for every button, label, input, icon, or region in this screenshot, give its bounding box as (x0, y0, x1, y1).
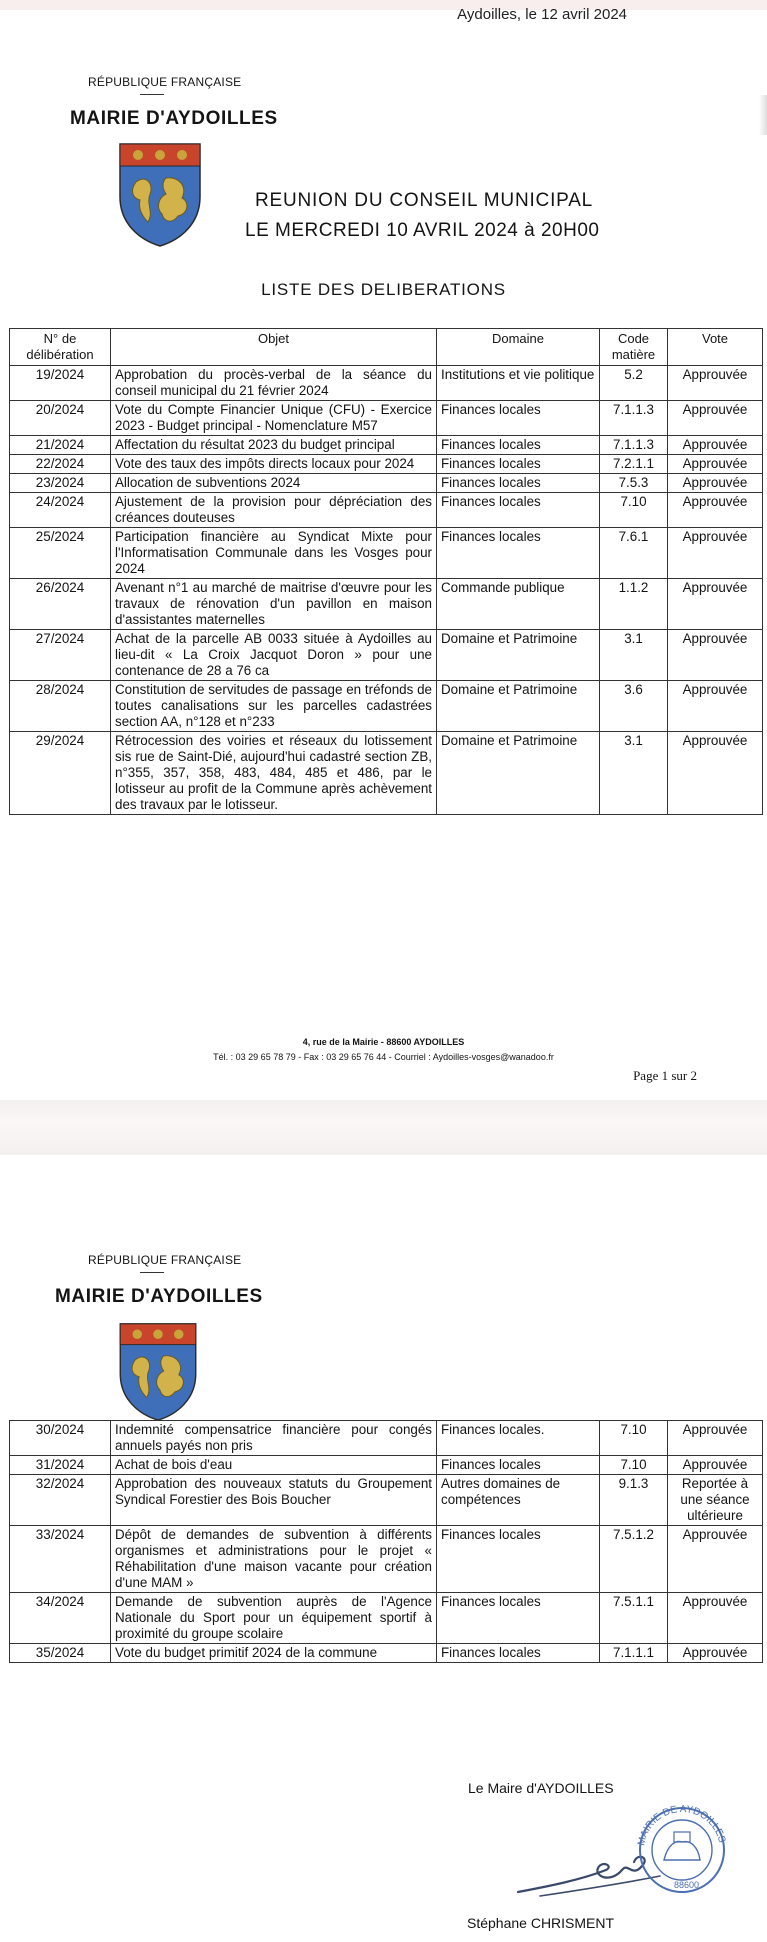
cell-num: 22/2024 (10, 455, 111, 474)
header-objet: Objet (111, 329, 437, 366)
cell-domaine: Domaine et Patrimoine (437, 732, 600, 815)
cell-num: 23/2024 (10, 474, 111, 493)
cell-code: 5.2 (600, 366, 668, 401)
table-row (10, 528, 763, 579)
table-row (10, 1475, 763, 1526)
cell-domaine: Domaine et Patrimoine (437, 630, 600, 681)
document-page-2 (0, 1155, 767, 1942)
cell-num: 27/2024 (10, 630, 111, 681)
page-separator (0, 1100, 767, 1155)
cell-objet: Approbation des nouveaux statuts du Groupement Syndical Forestier des Bois Boucher (111, 1475, 437, 1526)
cell-domaine: Finances locales (437, 528, 600, 579)
republique-francaise-2: RÉPUBLIQUE FRANÇAISE (88, 1253, 242, 1267)
cell-num: 29/2024 (10, 732, 111, 815)
cell-objet: Affectation du résultat 2023 du budget principal (111, 436, 437, 455)
header-num: N° de délibération (10, 329, 111, 366)
cell-code: 7.5.3 (600, 474, 668, 493)
cell-num: 25/2024 (10, 528, 111, 579)
cell-code: 7.6.1 (600, 528, 668, 579)
republique-francaise: RÉPUBLIQUE FRANÇAISE (88, 75, 242, 89)
list-title: LISTE DES DELIBERATIONS (261, 280, 506, 299)
cell-objet: Allocation de subventions 2024 (111, 474, 437, 493)
table-row (10, 493, 763, 528)
cell-objet: Rétrocession des voiries et réseaux du lotissement sis rue de Saint-Dié, aujourd'hui cadastré section ZB, n°355, 357, 358, 483, 484, 485 et 486, par le lotisseur au profit de la Commune après achèvement des travaux par le lotisseur. (111, 732, 437, 815)
cell-domaine: Finances locales (437, 474, 600, 493)
cell-vote: Approuvée (668, 474, 763, 493)
cell-code: 7.10 (600, 1456, 668, 1475)
cell-objet: Participation financière au Syndicat Mixte pour l'Informatisation Communale dans les Vosges pour 2024 (111, 528, 437, 579)
cell-num: 33/2024 (10, 1526, 111, 1593)
mayor-name: Stéphane CHRISMENT (467, 1915, 615, 1931)
cell-code: 7.5.1.1 (600, 1593, 668, 1644)
cell-code: 7.1.1.1 (600, 1644, 668, 1663)
cell-domaine: Finances locales (437, 1644, 600, 1663)
cell-code: 7.1.1.3 (600, 401, 668, 436)
cell-domaine: Finances locales (437, 1526, 600, 1593)
cell-domaine: Finances locales (437, 436, 600, 455)
cell-vote: Approuvée (668, 493, 763, 528)
meeting-title: REUNION DU CONSEIL MUNICIPAL (255, 190, 594, 211)
deliberations-table-page2 (9, 1420, 763, 1663)
cell-vote: Approuvée (668, 630, 763, 681)
table-row (10, 1644, 763, 1663)
cell-num: 31/2024 (10, 1456, 111, 1475)
mairie-title: MAIRIE D'AYDOILLES (70, 108, 278, 129)
table-header-row (10, 329, 763, 366)
cell-vote: Approuvée (668, 732, 763, 815)
cell-code: 7.2.1.1 (600, 455, 668, 474)
cell-objet: Vote des taux des impôts directs locaux pour 2024 (111, 455, 437, 474)
cell-domaine: Autres domaines de compétences (437, 1475, 600, 1526)
cell-code: 7.10 (600, 493, 668, 528)
cell-objet: Dépôt de demandes de subvention à différents organismes et administrations pour le projet « Réhabilitation d'une maison vacante pour création d'une MAM » (111, 1526, 437, 1593)
cell-domaine: Finances locales (437, 1456, 600, 1475)
meeting-date: LE MERCREDI 10 AVRIL 2024 à 20H00 (245, 220, 600, 241)
cell-vote: Approuvée (668, 528, 763, 579)
cell-num: 20/2024 (10, 401, 111, 436)
cell-code: 7.5.1.2 (600, 1526, 668, 1593)
cell-vote: Approuvée (668, 1421, 763, 1456)
mayor-title: Le Maire d'AYDOILLES (468, 1780, 614, 1796)
cell-vote: Approuvée (668, 366, 763, 401)
cell-num: 34/2024 (10, 1593, 111, 1644)
cell-code: 7.10 (600, 1421, 668, 1456)
cell-vote: Approuvée (668, 579, 763, 630)
republique-underline (140, 94, 164, 95)
cell-objet: Approbation du procès-verbal de la séance du conseil municipal du 21 février 2024 (111, 366, 437, 401)
signature-and-stamp-icon (510, 1800, 735, 1920)
cell-objet: Demande de subvention auprès de l'Agence Nationale du Sport pour un équipement sportif à proximité du groupe scolaire (111, 1593, 437, 1644)
cell-code: 3.6 (600, 681, 668, 732)
republique-underline-2 (140, 1272, 164, 1273)
cell-domaine: Domaine et Patrimoine (437, 681, 600, 732)
table-row (10, 1526, 763, 1593)
table-row (10, 366, 763, 401)
cell-domaine: Finances locales (437, 493, 600, 528)
table-row (10, 630, 763, 681)
cell-objet: Ajustement de la provision pour dépréciation des créances douteuses (111, 493, 437, 528)
table-row (10, 1593, 763, 1644)
header-vote: Vote (668, 329, 763, 366)
page-edge (759, 95, 767, 135)
cell-code: 3.1 (600, 630, 668, 681)
table-row (10, 1421, 763, 1456)
cell-vote: Approuvée (668, 455, 763, 474)
mairie-title-2: MAIRIE D'AYDOILLES (55, 1286, 263, 1307)
coat-of-arms-icon (118, 142, 202, 248)
stamp-text: MAIRIE DE AYDOILLES (636, 1803, 728, 1847)
footer-contact: Tél. : 03 29 65 78 79 - Fax : 03 29 65 76 44 - Courriel : Aydoilles-vosges@wanadoo.fr (213, 1052, 554, 1062)
cell-vote: Approuvée (668, 1644, 763, 1663)
table-row (10, 681, 763, 732)
cell-num: 30/2024 (10, 1421, 111, 1456)
cell-objet: Avenant n°1 au marché de maitrise d'œuvre pour les travaux de rénovation d'un pavillon en maison d'assistantes maternelles (111, 579, 437, 630)
cell-num: 19/2024 (10, 366, 111, 401)
cell-objet: Indemnité compensatrice financière pour congés annuels payés non pris (111, 1421, 437, 1456)
cell-vote: Approuvée (668, 401, 763, 436)
cell-objet: Constitution de servitudes de passage en tréfonds de toutes canalisations sur les parcelles cadastrées section AA, n°128 et n°233 (111, 681, 437, 732)
cell-num: 26/2024 (10, 579, 111, 630)
deliberations-table-page1 (9, 328, 763, 815)
cell-code: 1.1.2 (600, 579, 668, 630)
table-row (10, 401, 763, 436)
cell-domaine: Finances locales (437, 1593, 600, 1644)
cell-vote: Approuvée (668, 1456, 763, 1475)
footer-address: 4, rue de la Mairie - 88600 AYDOILLES (302, 1037, 465, 1047)
table-body-page1 (10, 366, 763, 815)
cell-vote: Approuvée (668, 1526, 763, 1593)
cell-vote: Reportée à une séance ultérieure (668, 1475, 763, 1526)
cell-objet: Vote du budget primitif 2024 de la commune (111, 1644, 437, 1663)
table-row (10, 1456, 763, 1475)
table-row (10, 455, 763, 474)
cell-vote: Approuvée (668, 681, 763, 732)
table-row (10, 732, 763, 815)
cell-code: 7.1.1.3 (600, 436, 668, 455)
cell-objet: Achat de bois d'eau (111, 1456, 437, 1475)
stamp-code: 88600 (674, 1880, 700, 1890)
cell-objet: Vote du Compte Financier Unique (CFU) - Exercice 2023 - Budget principal - Nomenclature M57 (111, 401, 437, 436)
cell-domaine: Finances locales (437, 455, 600, 474)
cell-domaine: Finances locales. (437, 1421, 600, 1456)
cell-num: 32/2024 (10, 1475, 111, 1526)
page-number: Page 1 sur 2 (633, 1068, 697, 1083)
table-body-page2 (10, 1421, 763, 1663)
cell-objet: Achat de la parcelle AB 0033 située à Aydoilles au lieu-dit « La Croix Jacquot Doron » pour une contenance de 28 a 76 ca (111, 630, 437, 681)
table-row (10, 474, 763, 493)
cell-num: 21/2024 (10, 436, 111, 455)
header-code: Code matière (600, 329, 668, 366)
table-row (10, 436, 763, 455)
cell-domaine: Commande publique (437, 579, 600, 630)
cell-num: 28/2024 (10, 681, 111, 732)
coat-of-arms-icon (118, 1322, 198, 1422)
cell-code: 3.1 (600, 732, 668, 815)
date-line: Aydoilles, le 12 avril 2024 (457, 6, 627, 23)
table-row (10, 579, 763, 630)
cell-vote: Approuvée (668, 1593, 763, 1644)
cell-domaine: Institutions et vie politique (437, 366, 600, 401)
cell-domaine: Finances locales (437, 401, 600, 436)
cell-num: 24/2024 (10, 493, 111, 528)
cell-code: 9.1.3 (600, 1475, 668, 1526)
cell-num: 35/2024 (10, 1644, 111, 1663)
header-domaine: Domaine (437, 329, 600, 366)
cell-vote: Approuvée (668, 436, 763, 455)
